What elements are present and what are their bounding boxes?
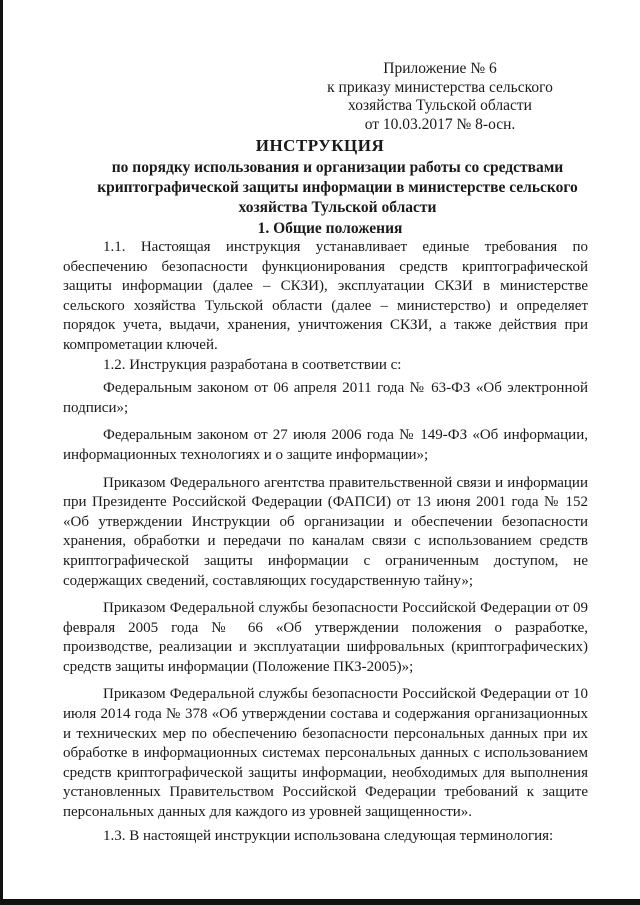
annex-ministry: хозяйства Тульской области	[348, 97, 532, 114]
document-body	[63, 238, 588, 846]
document-title: ИНСТРУКЦИЯ	[255, 136, 385, 155]
paragraph-order-fapsi: Приказом Федерального агентства правительственной связи и информации при Президенте Российской Федерации (ФАПСИ) от 13 июня 2001 года № 152 «Об утверждении Инструкции об организации и обеспечении безопасности хранения, обработки и передачи по каналам связи с использованием средств криптографической защиты информации с ограниченным доступом, не содержащих сведений, составляющих государственную тайну»;	[63, 474, 588, 589]
annex-number: Приложение № 6	[383, 60, 497, 77]
annex-order-ref: к приказу министерства сельского	[327, 78, 553, 96]
document-subtitle: по порядку использования и организации работы со средствами криптографической защиты информации в министерстве сельского хозяйства Тульской области	[97, 159, 578, 216]
paragraph-1-1: 1.1. Настоящая инструкция устанавливает единые требования по обеспечению безопасности функционирования средств криптографической защиты информации (далее – СКЗИ), эксплуатации СКЗИ в министерстве сельского хозяйства Тульской области (далее – министерство) и определяет порядок учета, выдачи, хранения, уничтожения СКЗИ, а также действия при компрометации ключей.	[63, 239, 588, 353]
paragraph-law-63fz: Федеральным законом от 06 апреля 2011 года № 63-ФЗ «Об электронной подписи»;	[63, 380, 588, 416]
paragraph-1-3: 1.3. В настоящей инструкции использована следующая терминология:	[103, 827, 554, 844]
paragraph-1-2: 1.2. Инструкция разработана в соответствии с:	[103, 356, 402, 373]
annex-block	[300, 60, 580, 134]
annex-date-number: от 10.03.2017 № 8-осн.	[364, 115, 516, 133]
section-heading: 1. Общие положения	[257, 220, 403, 237]
scan-bottom-border	[0, 899, 640, 905]
paragraph-law-149fz: Федеральным законом от 27 июля 2006 года № 149-ФЗ «Об информации, информационных технологиях и о защите информации»;	[63, 427, 588, 463]
scan-left-border	[0, 0, 3, 905]
paragraph-order-fsb-66: Приказом Федеральной службы безопасности Российской Федерации от 09 февраля 2005 года № 66 «Об утверждении положения о разработке, производстве, реализации и эксплуатации шифровальных (криптографических) средств защиты информации (Положение ПКЗ-2005)»;	[63, 600, 588, 675]
paragraph-order-fsb-378: Приказом Федеральной службы безопасности Российской Федерации от 10 июля 2014 года № 378 «Об утверждении состава и содержания организационных и технических мер по обеспечению безопасности персональных данных при их обработке в информационных системах персональных данных с использованием средств криптографической защиты информации, необходимых для выполнения установленных Правительством Российской Федерации требований к защите персональных данных для каждого из уровней защищенности».	[63, 686, 588, 821]
